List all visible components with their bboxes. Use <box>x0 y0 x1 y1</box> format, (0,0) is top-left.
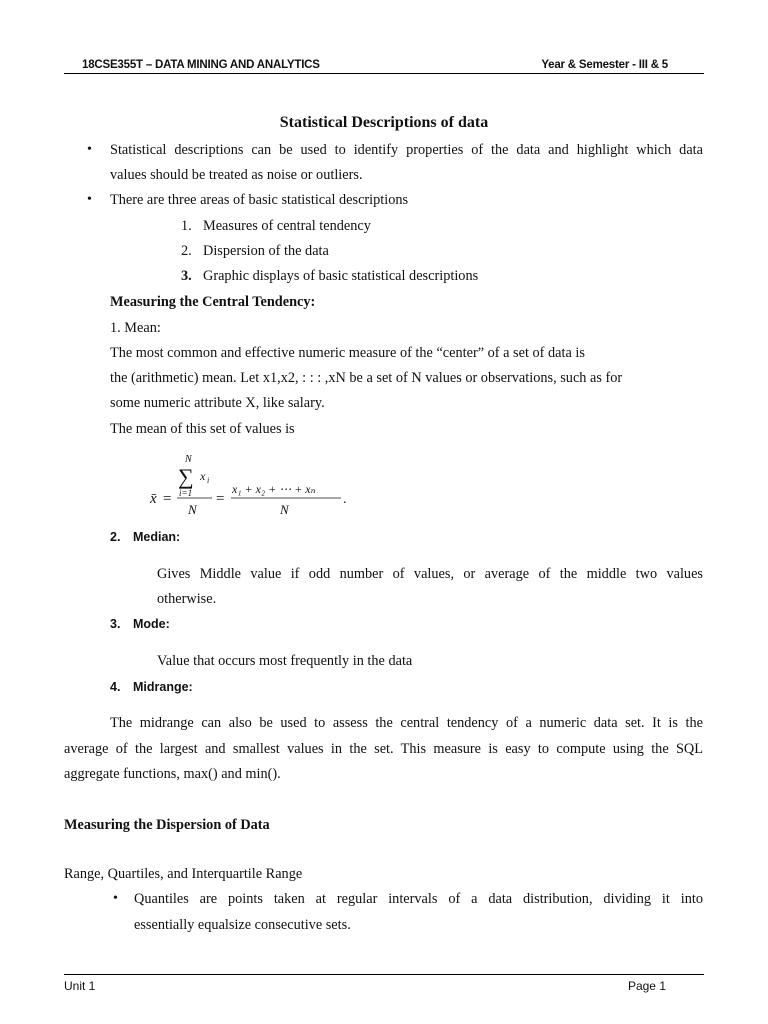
footer-unit: Unit 1 <box>64 979 96 993</box>
median-line: Gives Middle value if odd number of values, or average of the middle two values <box>157 566 703 582</box>
mean-line: The mean of this set of values is <box>110 421 295 437</box>
dispersion-subheading: Range, Quartiles, and Interquartile Range <box>64 866 303 882</box>
midrange-line: aggregate functions, max() and min(). <box>64 766 281 782</box>
central-heading: Measuring the Central Tendency: <box>110 294 316 310</box>
sum-lower-limit: i=1 <box>179 488 193 498</box>
bullet-text-1a: Statistical descriptions can be used to identify properties of the data and highlight which data <box>110 142 703 158</box>
bullet-icon: • <box>87 192 92 207</box>
bullet-icon: • <box>87 142 92 157</box>
rhs-numerator: x₁ + x₂ + ⋯ + xₙ <box>232 482 316 496</box>
area-num: 2. <box>181 243 192 259</box>
bullet-icon: • <box>113 891 118 906</box>
mode-title: Mode: <box>133 617 170 631</box>
sum-term-x: x <box>200 469 206 483</box>
denominator: N <box>188 502 197 517</box>
area-num: 3. <box>181 268 192 284</box>
dispersion-heading: Measuring the Dispersion of Data <box>64 817 270 833</box>
mean-line: some numeric attribute X, like salary. <box>110 395 325 411</box>
sum-icon: ∑ <box>178 464 194 489</box>
quantile-line: essentially equalsize consecutive sets. <box>134 917 351 933</box>
header-course: 18CSE355T – DATA MINING AND ANALYTICS <box>82 59 320 71</box>
mode-text: Value that occurs most frequently in the data <box>157 653 413 669</box>
mean-label: 1. Mean: <box>110 320 161 336</box>
area-num: 1. <box>181 218 192 234</box>
area-text: Dispersion of the data <box>203 243 329 259</box>
bullet-text-2: There are three areas of basic statistical descriptions <box>110 192 409 208</box>
midrange-num: 4. <box>110 680 121 694</box>
mean-formula <box>148 452 358 522</box>
median-line: otherwise. <box>157 591 217 607</box>
median-title: Median: <box>133 530 181 544</box>
bullet-text-1b: values should be treated as noise or outliers. <box>110 167 363 183</box>
equals: = <box>216 491 225 507</box>
area-text: Graphic displays of basic statistical descriptions <box>203 268 479 284</box>
period: . <box>343 492 347 507</box>
header-semester: Year & Semester - III & 5 <box>541 59 668 71</box>
equals: = <box>163 491 172 507</box>
footer-rule <box>64 974 704 975</box>
footer-page: Page 1 <box>627 979 666 993</box>
midrange-line: average of the largest and smallest values in the set. This measure is easy to compute using the SQL <box>64 741 703 757</box>
mean-line: the (arithmetic) mean. Let x1,x2, : : : ,xN be a set of N values or observations, such as for <box>110 370 623 386</box>
midrange-title: Midrange: <box>133 680 193 694</box>
mode-num: 3. <box>110 617 121 631</box>
quantile-line: Quantiles are points taken at regular intervals of a data distribution, dividing it into <box>134 891 703 907</box>
midrange-line: The midrange can also be used to assess the central tendency of a numeric data set. It is the <box>110 715 703 731</box>
sum-upper-limit: N <box>185 454 192 465</box>
rhs-denominator: N <box>280 502 289 517</box>
page-title: Statistical Descriptions of data <box>279 114 489 131</box>
mean-line: The most common and effective numeric measure of the “center” of a set of data is <box>110 345 585 361</box>
area-text: Measures of central tendency <box>203 218 371 234</box>
xbar: x̄ <box>150 491 157 507</box>
median-num: 2. <box>110 530 121 544</box>
header-rule <box>64 73 704 74</box>
sum-term-sub: i <box>207 476 210 485</box>
